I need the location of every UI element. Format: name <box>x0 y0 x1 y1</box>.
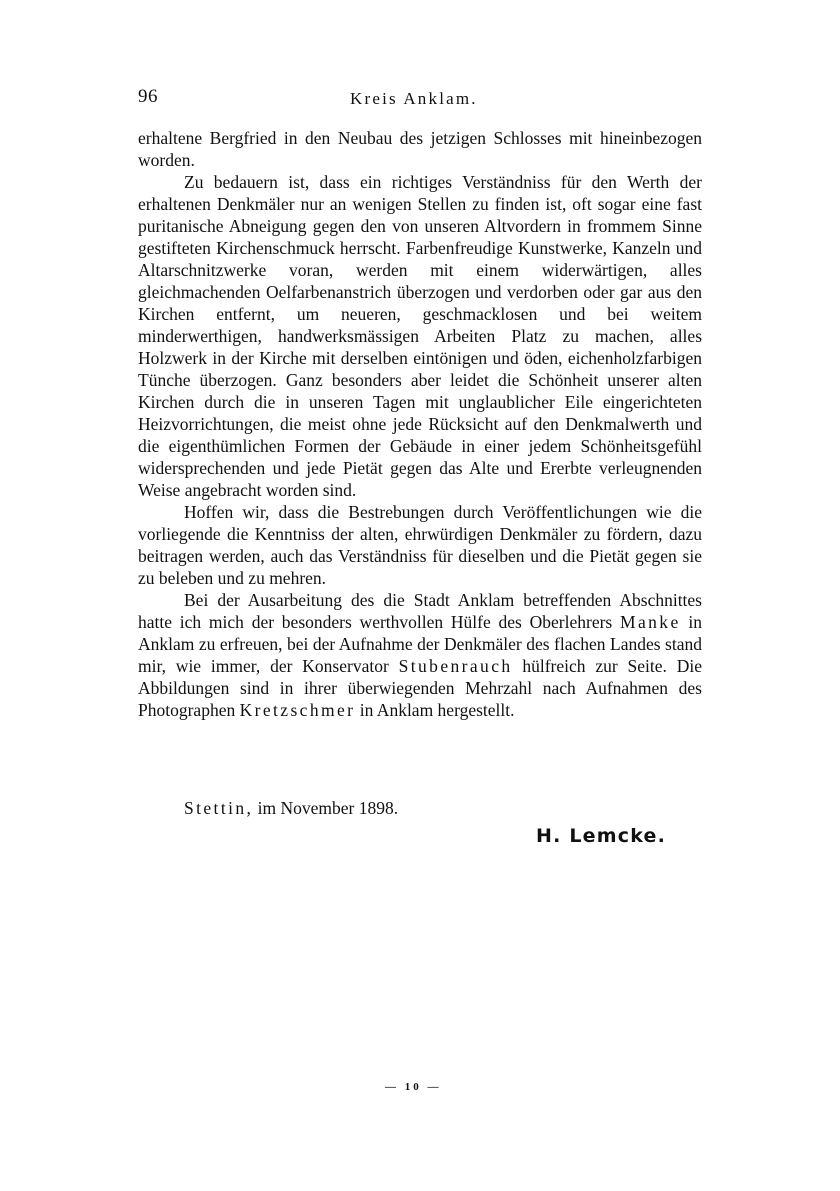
paragraph-2: Zu bedauern ist, dass ein richtiges Verständniss für den Werth der erhaltenen Denkmäler nur an wenigen Stellen zu finden ist, oft sogar eine fast puritanische Abneigung gegen den von unseren Altvordern in frommem Sinne gestifteten Kirchenschmuck herrscht. Farbenfreudige Kunstwerke, Kanzeln und Altarschnitzwerke voran, werden mit einem widerwärtigen, alles gleichmachenden Oelfarbenanstrich überzogen und verdorben oder gar aus den Kirchen entfernt, um neueren, geschmacklosen und bei weitem minderwerthigen, handwerksmässigen Arbeiten Platz zu machen, alles Holzwerk in der Kirche mit derselben eintönigen und öden, eichenholzfarbigen Tünche überzogen. Ganz besonders aber leidet die Schönheit unserer alten Kirchen durch die in unseren Tagen mit unglaublicher Eile eingerichteten Heizvorrichtungen, die meist ohne jede Rücksicht auf den Denkmalwerth und die eigenthümlichen Formen der Gebäude in einer jedem Schönheitsgefühl widersprechenden und jede Pietät gegen das Alte und Ererbte verleugnenden Weise angebracht worden sind. <box>138 172 702 500</box>
place-date <box>184 798 398 819</box>
date: im November 1898. <box>257 798 399 818</box>
place: Stettin, <box>184 798 254 818</box>
paragraph-4-part-d: in Anklam hergestellt. <box>359 700 515 720</box>
sheet-mark: — 10 — <box>385 1081 442 1093</box>
body-text <box>138 127 702 721</box>
paragraph-4 <box>138 589 702 721</box>
paragraph-4-part-b: in Anklam zu erfreuen, bei der Aufnahme der Denkmäler des flachen Landes stand mir, wie immer, der Konservator <box>138 612 703 676</box>
name-manke: Manke <box>620 612 681 632</box>
page-number: 96 <box>138 86 158 107</box>
name-stubenrauch: Stubenrauch <box>398 656 513 676</box>
paragraph-3: Hoffen wir, dass die Bestrebungen durch Veröffentlichungen wie die vorliegende die Kenntniss der alten, ehrwürdigen Denkmäler zu fördern, dazu beitragen werden, auch das Verständniss für dieselben und die Pietät gegen sie zu beleben und zu mehren. <box>138 502 702 588</box>
signature: H. Lemcke. <box>536 825 667 847</box>
running-title: Kreis Anklam. <box>350 89 478 108</box>
paragraph-4-part-c: hülfreich zur Seite. Die Abbildungen sind in ihrer überwiegenden Mehrzahl nach Aufnahmen des Photographen <box>138 656 703 720</box>
paragraph-1: erhaltene Bergfried in den Neubau des jetzigen Schlosses mit hineinbezogen worden. <box>138 128 702 170</box>
name-kretzschmer: Kretzschmer <box>239 700 356 720</box>
paragraph-4-part-a: Bei der Ausarbeitung des die Stadt Anklam betreffenden Abschnittes hatte ich mich der besonders werthvollen Hülfe des Oberlehrers <box>138 590 702 632</box>
